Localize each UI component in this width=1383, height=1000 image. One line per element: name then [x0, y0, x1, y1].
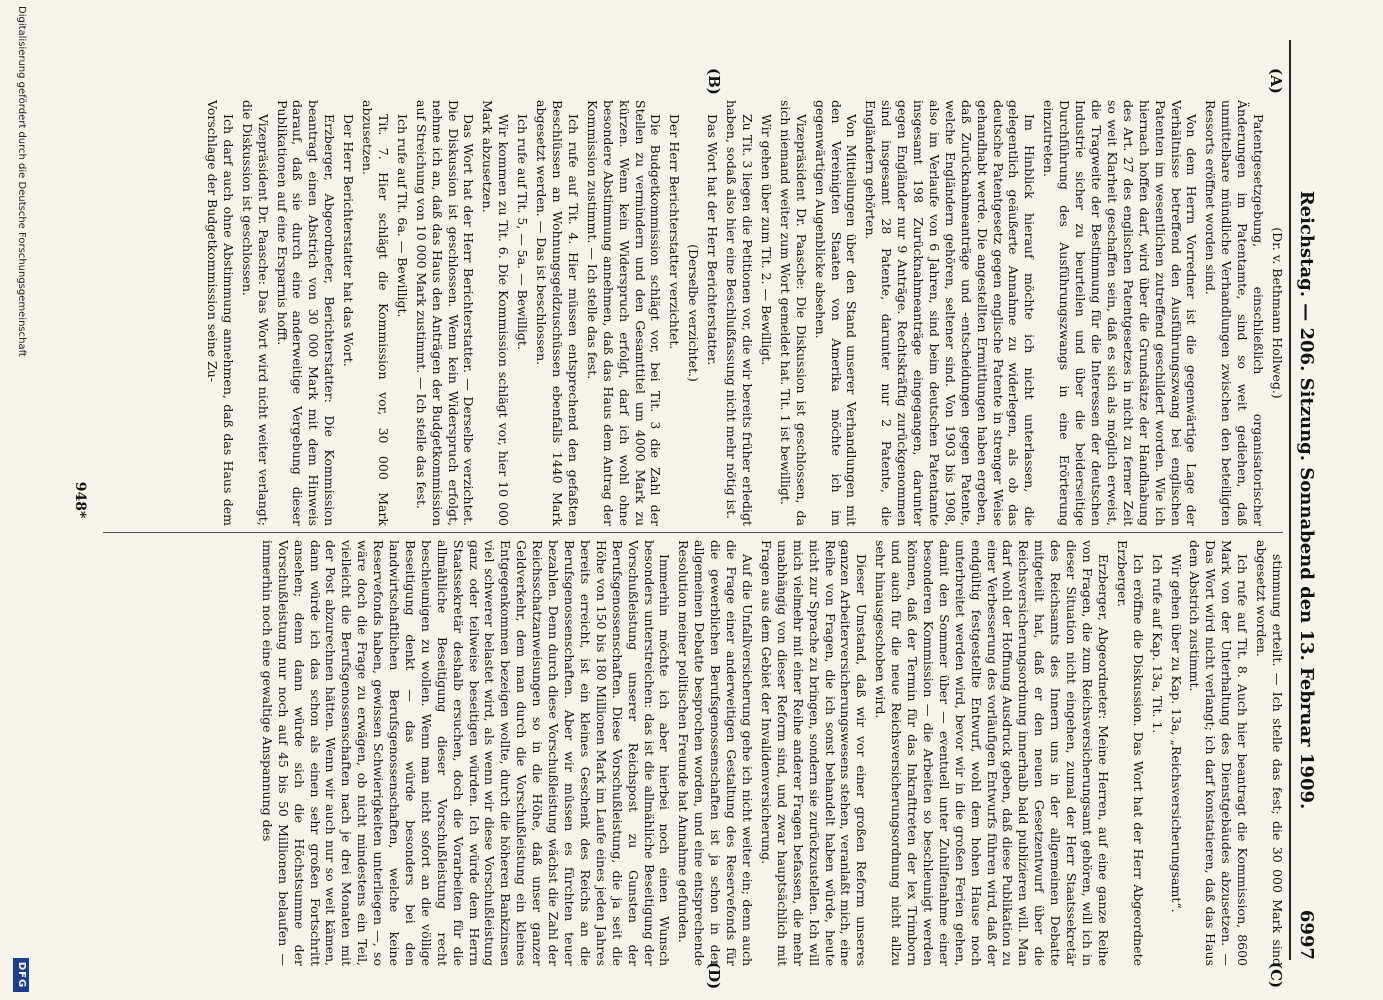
margin-marker-a: (A) — [1267, 68, 1285, 94]
right-text-column — [105, 540, 1285, 966]
paragraph: Vizepräsident Dr. Paasche: Das Wort wird nicht weiter verlangt; die Diskussion ist geschlossen. — [239, 100, 271, 526]
margin-marker-d: (D) — [705, 962, 723, 990]
paragraph: Zu Tit. 3 liegen die Petitionen vor, die wir bereits früher erledigt haben, sodaß also hier eine Beschlußfassung nicht mehr nötig ist. — [724, 100, 755, 526]
paragraph: Im Hinblick hierauf möchte ich nicht unterlassen, die gelegentlich geäußerte Annahme zu widerlegen, als ob das deutsche Patentgesetz gegen englische Patente in strenger Weise gehandhabt werde. Die angestellten Ermittlungen haben ergeben, daß Zurücknahmeanträge und -entscheidungen gegen Patente, welche Engländern gehören, seltener sind. Von 1903 bis 1908, also im Verlaufe von 6 Jahren, sind beim deutschen Patentamte insgesamt 198 Zurücknahmeanträge eingegangen, darunter gegen Engländer nur 9 Anträge. Rechtskräftig zurückgenommen sind insgesamt 28 Patente, darunter nur 2 Patente, die Engländern gehörten. — [863, 100, 1038, 526]
margin-marker-c: (C) — [1267, 962, 1285, 989]
paragraph: Dieser Umstand, daß wir vor einer großen Reform unseres ganzen Arbeiterversicherungswesens stehen, veranlaßt mich, eine Reihe von Fragen, die ich sonst behandelt haben würde, heute nicht zur Sprache zu bringen, sondern sie zurückzustellen. Ich will mich vielmehr mit einer Reihe anderer Fragen befassen, die mehr unabhängig von dieser Reform sind, und zwar hauptsächlich mit Fragen aus dem Gebiet der Invalidenversicherung. — [758, 540, 870, 966]
paragraph: Ich rufe auf Tit. 5, — 5a. — Bewilligt. — [515, 114, 531, 350]
paragraph: Ich rufe auf Tit. 6a. — Bewilligt. — [394, 114, 410, 318]
paragraph: Ich rufe auf Tit. 4. Hier müssen entsprechend den gefaßten Beschlüssen an Wohnungsgeldzuschüssen ebenfalls 1440 Mark abgesetzt werden. — Das ist beschlossen. — [534, 100, 581, 526]
paragraph: Erzberger, Abgeordneter, Berichterstatter: Die Kommission beantragt einen Abstrich von 30 000 Mark mit dem Hinweis darauf, daß sie durch eine anderweitige Vergebung dieser Publikationen auf eine Ersparnis hofft. — [274, 100, 338, 526]
paragraph: Das Wort hat der Herr Berichterstatter. — [705, 114, 721, 366]
paragraph: (Derselbe verzichtet.) — [686, 244, 702, 382]
paragraph: Erzberger, Abgeordneter: Meine Herren, auf eine ganze Reihe von Fragen, die zum Reichsversicherungsamt gehören, will ich in dieser Situation nicht eingehen, zumal der Herr Staatssekretär des Reichsamts des Innern uns in der allgemeinen Debatte mitgeteilt hat, daß er den neuen Gesetzentwurf über die Reichsversicherungsordnung innerhalb bald publizieren will. Man darf wohl der Hoffnung Ausdruck geben, daß diese Publikation zu einer Verbesserung des vorläufigen Entwurfs führen wird, daß der endgültig festgestellte Entwurf, wohl dem hohen Hause noch unterbreitet werden wird, bevor wir in die großen Ferien gehen, damit den Sommer über — eventuell unter Zuhilfenahme einer besonderen Kommission — die Arbeiten so beschleunigt werden können, daß der Termin für das Inkrafttreten der lex Trimborn und auch für die neue Reichsversicherungsordnung nicht allzu sehr hinausgeschoben wird. — [873, 540, 1111, 966]
left-paragraphs — [204, 100, 1266, 526]
paragraph: Von dem Herrn Vorredner ist die gegenwärtige Lage der Verhältnisse betreffend den Ausführungszwang bei englischen Patenten im wesentlichen zutreffend geschildert worden. Wie ich hiernach hoffen darf, wird über die Grundsätze der Handhabung des Art. 27 des englischen Patentgesetzes in nicht zu ferner Zeit so weit Klarheit geschaffen sein, daß es sich als möglich erweist, die Tragweite der Bestimmung für die Interessen der deutschen Industrie sicher zu beurteilen und über die beiderseitige Durchführung des Ausführungszwangs in eine Erörterung einzutreten. — [1041, 100, 1200, 526]
paragraph: Wir gehen über zu Kap. 13a, „Reichsversicherungsamt“. — [1168, 554, 1184, 913]
paragraph: Der Herr Berichterstatter hat das Wort. — [341, 114, 357, 367]
credit-text: Digitalisierung gefördert durch die Deutsche Forschungsgemeinschaft — [16, 6, 27, 357]
paragraph: Die Budgetkommission schlägt vor, bei Tit. 3 die Zahl der Stellen zu vermindern und den Gesamttitel um 4000 Mark zu kürzen. Wenn kein Widerspruch erfolgt, darf ich wohl ohne besondere Abstimmung annehmen, daß das Haus dem Antrag der Kommission zustimmt. — Ich stelle das fest. — [584, 100, 664, 526]
paragraph: Von Mitteilungen über den Stand unserer Verhandlungen mit den Vereinigten Staaten von Amerika möchte ich im gegenwärtigen Augenblicke absehen. — [812, 100, 860, 526]
paragraph: Ich eröffne die Diskussion. Das Wort hat der Herr Abgeordnete Erzberger. — [1114, 540, 1146, 966]
dfg-logo: DFG — [13, 958, 29, 992]
paragraph: Der Herr Berichterstatter verzichtet. — [667, 114, 683, 350]
paragraph: Ich darf auch ohne Abstimmung annehmen, daß das Haus dem Vorschlage der Budgetkommission seine Zu- — [204, 100, 236, 526]
paragraph: Ich rufe auf Tit. 8. Auch hier beantragt die Kommission, 8600 Mark von der Unterhaltung des Dienstgebäudes abzusetzen. — Das Wort wird nicht verlangt; ich darf konstatieren, daß das Haus dem Abstrich zustimmt. — [1187, 540, 1251, 966]
right-paragraphs — [259, 540, 1285, 966]
column-divider — [103, 532, 1283, 533]
page-header — [1289, 40, 1321, 960]
paragraph: Vizepräsident Dr. Paasche: Die Diskussion ist geschlossen, da sich niemand weiter zum Wort gemeldet hat. Tit. 1 ist bewilligt. — [777, 100, 809, 526]
margin-marker-b: (B) — [705, 68, 723, 95]
paragraph: Patentgesetzgebung, einschließlich organisatorischer Änderungen im Patentamte, sind so weit gediehen, daß unmittelbare mündliche Verhandlungen zwischen den beteiligten Ressorts eröffnet worden sind. — [1203, 100, 1267, 526]
paragraph: Ich rufe auf Kap. 13a, Tit. 1. — [1149, 554, 1165, 734]
speaker-line: (Dr. v. Bethmann Hollweg.) — [1270, 227, 1285, 399]
paragraph: Das Wort hat der Herr Berichterstatter. — Derselbe verzichtet. Die Diskussion ist geschlossen. Wenn kein Widerspruch erfolgt, nehme ich an, daß das Haus den Anträgen der Budgetkommission auf Streichung von 10 000 Mark zustimmt. — Ich stelle das fest. — [413, 100, 477, 526]
paragraph: Auf die Unfallversicherung gehe ich nicht weiter ein; denn auch die Frage einer anderweitigen Gestaltung des Reservefonds für die gewerblichen Berufsgenossenschaften ist ja schon in der allgemeinen Debatte besprochen worden, und eine entsprechende Resolution meiner politischen Freunde hat Annahme gefunden. — [676, 540, 755, 966]
digitization-credit — [9, 0, 31, 1000]
page-marker: 948* — [72, 481, 88, 519]
left-text-column — [105, 100, 1285, 526]
header-page-number: 6997 — [1296, 909, 1317, 960]
header-title: Reichstag. — 206. Sitzung. Sonnabend den 13. Februar 1909. — [1296, 190, 1317, 810]
paragraph: Wir kommen zu Tit. 6. Die Kommission schlägt vor, hier 10 000 Mark abzusetzen. — [480, 100, 512, 526]
paragraph: Wir gehen über zum Tit. 2. — Bewilligt. — [758, 114, 774, 366]
paragraph: stimmung erteilt. — Ich stelle das fest; die 30 000 Mark sind abgesetzt worden. — [1254, 540, 1285, 966]
paragraph: Immerhin möchte ich aber hierbei noch einen Wunsch besonders unterstreichen: das ist die allmähliche Beseitigung der Vorschußleistung unserer Reichspost zu Gunsten der Berufsgenossenschaften. Diese Vorschußleistung, die ja seit die Höhe von 150 bis 180 Millionen Mark im Laufe eines jeden Jahres bereits erreicht, ist ein kleines Geschenk des Reichs an die Berufsgenossenschaften. Aber wir müssen es fürchten teuer bezahlen. Denn durch diese Vorschußleistung wächst die Zahl der Reichsschatzanweisungen so in die Höhe, daß unser ganzer Geldverkehr, dem man durch die Vorschußleistung ein kleines Entgegenkommen bezeigen wollte, durch die höheren Bankzinsen viel schwerer belastet wird, als wenn wir diese Vorschußleistung ganz oder teilweise beseitigen würden. Ich würde dem Herrn Staatssekretär deshalb ersuchen, doch die Vorarbeiten für die allmähliche Beseitigung dieser Vorschußleistung recht beschleunigen zu wollen. Wenn man nicht sofort an die völlige Beseitigung denkt — das würde besonders bei den landwirtschaftlichen Berufsgenossenschaften, welche keine Reservefonds haben, gewissen Schwierigkeiten unterliegen —, so wäre doch die Frage zu erwägen, ob nicht mindestens ein Teil, vielleicht die Berufsgenossenschaften nach je drei Monaten mit der Post abzurechnen hätten. Wenn wir auch nur so weit kämen, dann würde ich das schon als einen sehr großen Fortschritt ansehen; denn dann würde sich die Höchstsumme der Vorschußleistung nur noch auf 45 bis 50 Millionen belaufen — immerhin noch eine gewaltige Anspannung des — [259, 540, 673, 966]
paragraph: Tit. 7. Hier schlägt die Kommission vor, 30 000 Mark abzusetzen. — [360, 100, 391, 526]
